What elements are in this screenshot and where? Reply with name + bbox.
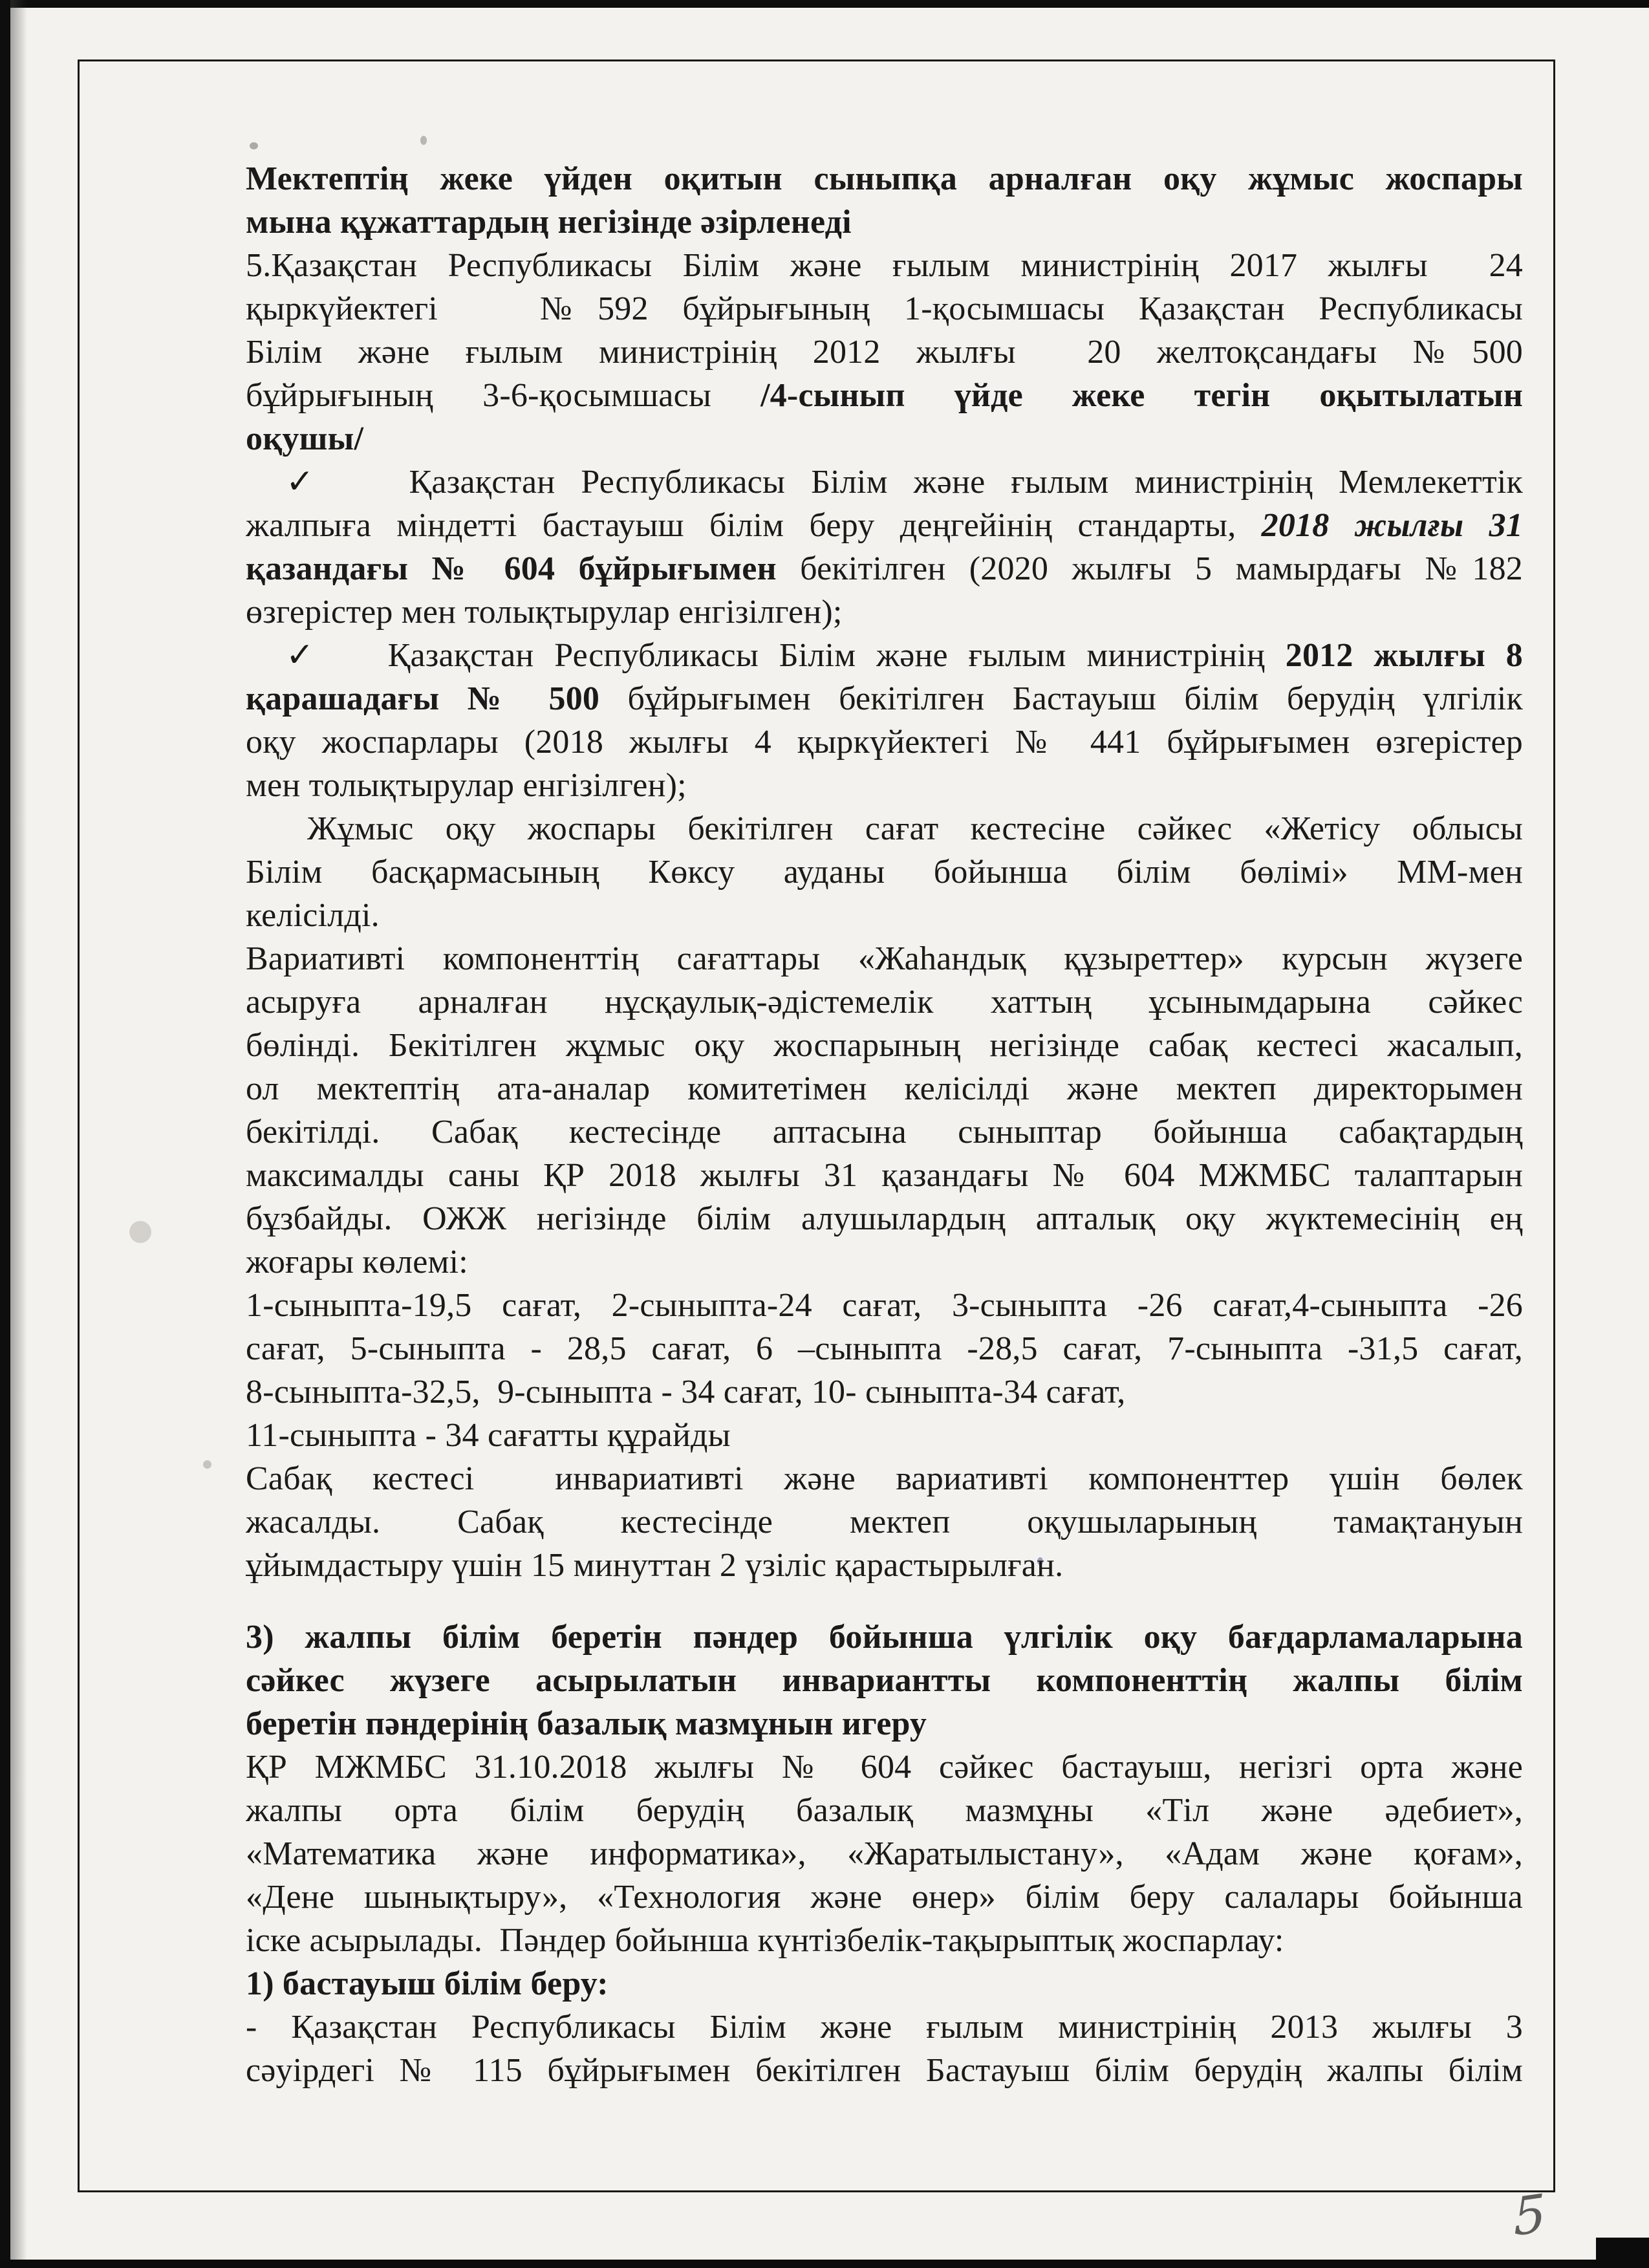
text-run: Жұмыс оқу жоспары бекітілген сағат кестесіне сәйкес «Жетісу облысы — [307, 810, 1523, 847]
text-run: бұйрығымен бекітілген Бастауыш білім берудің үлгілік — [627, 680, 1523, 717]
text-run: іске асырылады. Пәндер бойынша күнтізбелік-тақырыптық жоспарлау: — [246, 1922, 1284, 1959]
text-run: беретін пәндерінің базалық мазмұнын игеру — [246, 1705, 927, 1742]
handwritten-page-number: 5 — [1512, 2183, 1547, 2248]
text-line — [246, 330, 1523, 374]
scan-edge-left — [0, 0, 10, 2268]
text-run: бұзбайды. ОЖЖ негізінде білім алушылардың апталық оқу жүктемесінің ең — [246, 1200, 1523, 1237]
text-run: бекітілген (2020 жылғы 5 мамырдағы №182 — [800, 550, 1523, 587]
text-run: жалпы орта білім берудің базалық мазмұны «Тіл және әдебиет», — [246, 1792, 1523, 1829]
text-line — [246, 1702, 1523, 1745]
text-line — [246, 244, 1523, 287]
text-line — [246, 937, 1523, 980]
scan-edge-bottom — [0, 2260, 1649, 2268]
text-line — [246, 1024, 1523, 1067]
text-line — [246, 1284, 1523, 1327]
text-run: жоғары көлемі: — [246, 1244, 468, 1280]
scan-corner-patch — [1596, 2238, 1649, 2268]
text-run: мен толықтырулар енгізілген); — [246, 767, 687, 804]
text-line — [246, 157, 1523, 200]
scan-speck — [203, 1460, 211, 1469]
text-line — [246, 1414, 1523, 1457]
text-line — [246, 677, 1523, 720]
text-run: өзгерістер мен толықтырулар енгізілген); — [246, 594, 843, 631]
text-run: 5.Қазақстан Республикасы Білім және ғылым министрінің 2017 жылғы 24 — [246, 247, 1523, 284]
text-run: асыруға арналған нұсқаулық-әдістемелік хаттың ұсынымдарына сәйкес — [246, 984, 1523, 1021]
text-line — [246, 2049, 1523, 2092]
text-run: 8-сыныпта-32,5, 9-сыныпта - 34 сағат, 10- сыныпта-34 сағат, — [246, 1374, 1126, 1410]
text-line — [246, 417, 1523, 460]
text-run: қыркүйектегі №592 бұйрығының 1-қосымшасы Қазақстан Республикасы — [246, 290, 1523, 327]
text-run: қарашадағы № 500 — [246, 680, 628, 717]
text-line — [246, 850, 1523, 894]
text-line — [246, 460, 1523, 504]
text-run: жалпыға міндетті бастауыш білім беру деңгейінің стандарты, — [246, 507, 1262, 544]
text-line — [246, 1919, 1523, 1962]
text-run: 2018 жылғы 31 — [1261, 507, 1523, 544]
scan-smudge — [129, 1221, 151, 1243]
text-run: - Қазақстан Республикасы Білім және ғылым министрінің 2013 жылғы 3 — [246, 2009, 1523, 2046]
text-line — [246, 2005, 1523, 2049]
text-run: келісілді. — [246, 897, 380, 934]
text-line — [246, 1457, 1523, 1500]
scan-speck — [420, 136, 427, 145]
text-run: сәйкес жүзеге асырылатын инвариантты компоненттің жалпы білім — [246, 1662, 1523, 1699]
text-run: сағат, 5-сыныпта - 28,5 сағат, 6 –сыныпта -28,5 сағат, 7-сыныпта -31,5 сағат, — [246, 1330, 1523, 1367]
text-line — [246, 1327, 1523, 1370]
text-line — [246, 894, 1523, 937]
text-run: бұйрығының 3-6-қосымшасы — [246, 377, 761, 414]
text-line — [246, 807, 1523, 850]
text-line — [246, 547, 1523, 590]
text-run: Білім басқармасының Көксу ауданы бойынша білім бөлімі» ММ-мен — [246, 854, 1523, 891]
text-line — [246, 634, 1523, 677]
text-line — [246, 720, 1523, 764]
scan-speck — [250, 142, 258, 149]
text-run: максималды саны ҚР 2018 жылғы 31 қазандағы № 604 МЖМБС талаптарын — [246, 1157, 1523, 1194]
text-run: қазандағы № 604 бұйрығымен — [246, 550, 801, 587]
text-block — [246, 157, 1523, 2092]
text-run: Мектептің жеке үйден оқитын сыныпқа арналған оқу жұмыс жоспары — [246, 160, 1523, 197]
text-run: /4-сынып үйде жеке тегін оқытылатын — [760, 377, 1523, 414]
text-line — [246, 1659, 1523, 1702]
text-line — [246, 980, 1523, 1024]
text-run: бекітілді. Сабақ кестесінде аптасына сыныптар бойынша сабақтардың — [246, 1114, 1523, 1150]
text-line — [246, 1370, 1523, 1414]
text-line — [246, 1962, 1523, 2005]
text-run: мына құжаттардың негізінде әзірленеді — [246, 204, 852, 241]
text-run: 1-сыныпта-19,5 сағат, 2-сыныпта-24 сағат, 3-сыныпта -26 сағат,4-сыныпта -26 — [246, 1287, 1523, 1324]
text-run: сәуірдегі № 115 бұйрығымен бекітілген Бастауыш білім берудің жалпы білім — [246, 2052, 1523, 2089]
text-run: «Математика және информатика», «Жаратылыстану», «Адам және қоғам», — [246, 1835, 1523, 1872]
text-run: Сабақ кестесі инвариативті және вариативті компоненттер үшін бөлек — [246, 1460, 1523, 1497]
text-run: 2012 жылғы 8 — [1285, 637, 1523, 674]
text-run: ол мектептің ата-аналар комитетімен келісілді және мектеп директорымен — [246, 1070, 1523, 1107]
text-line — [246, 200, 1523, 244]
text-line — [246, 1067, 1523, 1110]
scan-edge-top — [0, 0, 1649, 8]
text-run: «Дене шынықтыру», «Технология және өнер» білім беру салалары бойынша — [246, 1879, 1523, 1916]
text-run: ✓ Қазақстан Республикасы Білім және ғылым министрінің Мемлекеттік — [286, 464, 1523, 501]
text-run: жасалды. Сабақ кестесінде мектеп оқушыларының тамақтануын — [246, 1504, 1523, 1540]
text-line — [246, 764, 1523, 807]
text-run: 3) жалпы білім беретін пәндер бойынша үлгілік оқу бағдарламаларына — [246, 1619, 1523, 1656]
text-line — [246, 1745, 1523, 1789]
text-run: оқу жоспарлары (2018 жылғы 4 қыркүйектегі № 441 бұйрығымен өзгерістер — [246, 724, 1523, 761]
text-line — [246, 504, 1523, 547]
text-line — [246, 1240, 1523, 1284]
text-run: оқушы/ — [246, 420, 364, 457]
text-run: 1) бастауыш білім беру: — [246, 1965, 609, 2002]
text-run: ✓ Қазақстан Республикасы Білім және ғылым министрінің — [286, 637, 1286, 674]
text-run: 11-сыныпта - 34 сағатты құрайды — [246, 1417, 731, 1454]
text-line — [246, 1615, 1523, 1659]
text-line — [246, 1832, 1523, 1875]
text-run: Білім және ғылым министрінің 2012 жылғы 20 желтоқсандағы №500 — [246, 334, 1523, 371]
text-run: ұйымдастыру үшін 15 минуттан 2 үзіліс қарастырылған. — [246, 1547, 1064, 1584]
text-line — [246, 1197, 1523, 1240]
text-run: бөлінді. Бекітілген жұмыс оқу жоспарының негізінде сабақ кестесі жасалып, — [246, 1027, 1523, 1064]
text-line — [246, 1544, 1523, 1587]
text-line — [246, 1110, 1523, 1154]
text-line — [246, 1154, 1523, 1197]
text-line — [246, 1789, 1523, 1832]
text-line — [246, 590, 1523, 634]
text-line — [246, 1500, 1523, 1544]
text-run: Вариативті компоненттің сағаттары «Жаһандық құзыреттер» курсын жүзеге — [246, 940, 1523, 977]
text-line — [246, 374, 1523, 417]
text-line — [246, 1875, 1523, 1919]
text-run: ҚР МЖМБС 31.10.2018 жылғы № 604 сәйкес бастауыш, негізгі орта және — [246, 1749, 1523, 1786]
scan-edge-left-shadow — [10, 0, 27, 2268]
text-line — [246, 287, 1523, 330]
